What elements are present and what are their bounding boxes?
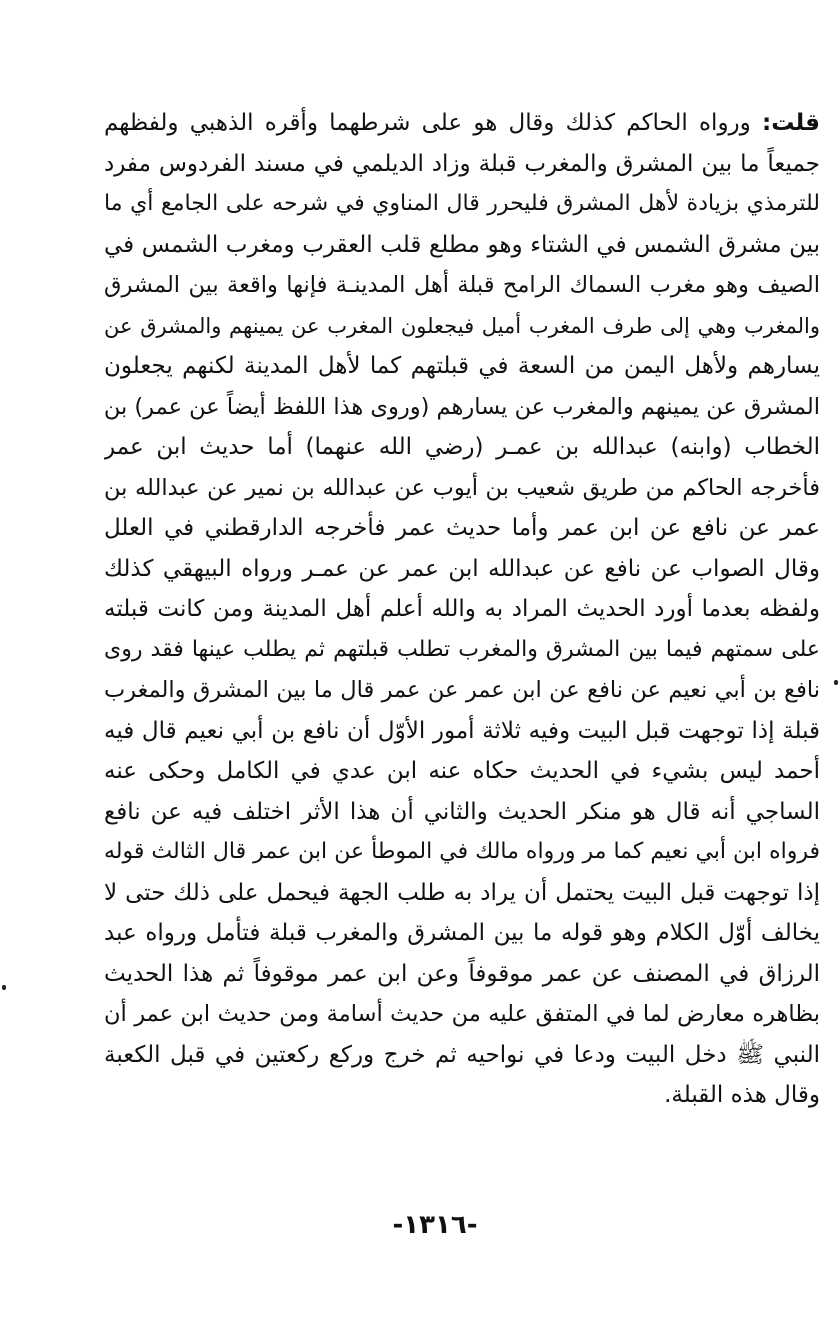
page-number: -١٣١٦- <box>392 1210 478 1240</box>
text-line: على سمتهم فيما بين المشرق والمغرب تطلب قبلتهم ثم يطلب عينها فقد روى <box>104 636 820 662</box>
margin-speck <box>834 680 838 685</box>
margin-speck <box>2 985 6 990</box>
text-line: المشرق عن يمينهم والمغرب عن يسارهم (وروى هذا اللفظ أيضاً عن عمر) بن <box>104 393 820 420</box>
text-line: فأخرجه الحاكم من طريق شعيب بن أيوب عن عبدالله بن نمير عن عبدالله بن <box>104 474 820 501</box>
text-line: قبلة إذا توجهت قبل البيت وفيه ثلاثة أمور الأوّل أن نافع بن أبي نعيم قال فيه <box>104 717 820 744</box>
lead-word: قلت: <box>762 110 820 136</box>
text-line: الساجي أنه قال هو منكر الحديث والثاني أن هذا الأثر اختلف فيه عن نافع <box>104 798 820 825</box>
text-line: بين مشرق الشمس في الشتاء وهو مطلع قلب العقرب ومغرب الشمس في <box>104 231 820 258</box>
text-line: الرزاق في المصنف عن عمر موقوفاً وعن ابن عمر موقوفاً ثم هذا الحديث <box>104 960 820 987</box>
text-line: نافع بن أبي نعيم عن نافع عن ابن عمر عن عمر قال ما بين المشرق والمغرب <box>104 677 820 703</box>
text-line: فرواه ابن أبي نعيم كما مر ورواه مالك في الموطأ عن ابن عمر قال الثالث قوله <box>104 839 820 864</box>
body-text <box>104 103 820 1116</box>
text-line: عمر عن نافع عن ابن عمر وأما حديث عمر فأخرجه الدارقطني في العلل <box>104 515 820 541</box>
text-line: للترمذي بزيادة لأهل المشرق فليحرر قال المناوي في شرحه على الجامع أي ما <box>104 191 820 216</box>
text-line: بظاهره معارض لما في المتفق عليه من حديث أسامة ومن حديث ابن عمر أن <box>104 1001 820 1027</box>
text-line: قلت: ورواه الحاكم كذلك وقال هو على شرطهما وأقره الذهبي ولفظهم <box>104 110 820 136</box>
text-line: وقال الصواب عن نافع عن عبدالله ابن عمر عن عمـر ورواه البيهقي كذلك <box>104 555 820 582</box>
text-line: إذا توجهت قبل البيت يحتمل أن يراد به طلب الجهة فيحمل على ذلك حتى لا <box>104 879 820 906</box>
text-line: الصيف وهو مغرب السماك الرامح قبلة أهل المدينـة فإنها واقعة بين المشرق <box>104 272 820 298</box>
text-line: يسارهم ولأهل اليمن من السعة في قبلتهم كما لأهل المدينة لكنهم يجعلون <box>104 353 820 379</box>
text-line: أحمد ليس بشيء في الحديث حكاه عنه ابن عدي في الكامل وحكى عنه <box>104 758 820 784</box>
text-line: الخطاب (وابنه) عبدالله بن عمـر (رضي الله عنهما) أما حديث ابن عمر <box>104 434 820 460</box>
text-line: والمغرب وهي إلى طرف المغرب أميل فيجعلون المغرب عن يمينهم والمشرق عن <box>104 313 820 338</box>
text-line: يخالف أوّل الكلام وهو قوله ما بين المشرق والمغرب قبلة فتأمل ورواه عبد <box>104 920 820 946</box>
text-line: وقال هذه القبلة. <box>664 1082 820 1108</box>
text-line: النبي ﷺ دخل البيت ودعا في نواحيه ثم خرج وركع ركعتين في قبل الكعبة <box>104 1041 820 1068</box>
text-line: ولفظه بعدما أورد الحديث المراد به والله أعلم أهل المدينة ومن كانت قبلته <box>104 596 820 622</box>
text-line: جميعاً ما بين المشرق والمغرب قبلة وزاد الديلمي في مسند الفردوس مفرد <box>104 150 820 177</box>
